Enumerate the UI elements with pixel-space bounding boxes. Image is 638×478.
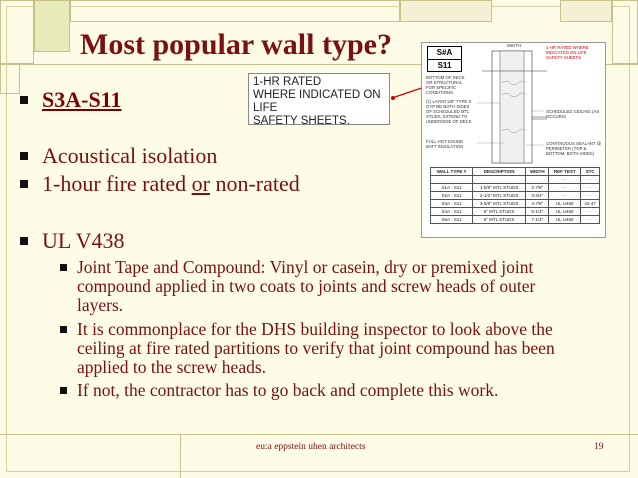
deco-line-bottom: [0, 434, 638, 435]
deco-square-topleft: [0, 0, 34, 64]
table-row: [431, 216, 600, 224]
table-cell: 42-47: [581, 200, 600, 208]
table-cell: S1A - S11: [431, 184, 473, 192]
bullet-square-icon: [60, 264, 67, 271]
table-cell: 3-3/4": [526, 192, 549, 200]
deco-square-topright: [560, 0, 612, 22]
deco-square-top1: [70, 0, 400, 22]
bullet-text: [42, 172, 300, 196]
bullet-text-part: 1-hour fire rated: [42, 171, 192, 196]
table-cell: UL U465: [549, 216, 581, 224]
table-cell: 6" MTL STUDS: [472, 208, 526, 216]
table-row: [431, 200, 600, 208]
table-cell: 6" MTL STUDS: [472, 216, 526, 224]
bullet-underlined-word: or: [191, 171, 210, 196]
wall-section-lines: [422, 43, 606, 167]
bullet-fire-rating: [20, 172, 300, 196]
table-cell: 4-7/8": [526, 200, 549, 208]
deco-square-green: [34, 0, 70, 52]
table-cell: 2-1/2" MTL STUDS: [472, 192, 526, 200]
bullet-acoustical: [20, 144, 217, 168]
slide-title: Most popular wall type?: [80, 28, 392, 61]
sub-bullet-text: Joint Tape and Compound: Vinyl or casein, dry or premixed joint compound applied in two coats to joints and screw heads of outer layers.: [77, 257, 536, 315]
bullet-square-icon: [20, 152, 28, 160]
table-cell: -: [549, 176, 581, 184]
table-cell: 2-7/8": [526, 184, 549, 192]
table-header: DESCRIPTION: [472, 168, 526, 176]
table-cell: -: [549, 192, 581, 200]
bullet-square-icon: [20, 96, 28, 104]
bullet-text: Acoustical isolation: [42, 143, 218, 168]
table-cell: -: [581, 208, 600, 216]
wall-tag-type: S#A: [436, 48, 453, 57]
table-cell: 3-5/8" MTL STUDS: [472, 200, 526, 208]
bullet-square-icon: [20, 237, 28, 245]
bullet-square-icon: [60, 387, 67, 394]
table-cell: 1-5/8" MTL STUDS: [472, 184, 526, 192]
table-row: [431, 208, 600, 216]
wall-type-table: [430, 167, 600, 224]
note-gyp-layer: (1) LAYER 5/8" TYPE X GYP BD BOTH SIDES OF SCHEDULED MTL STUDS, EXTEND TO UNDERSIDE OF DECK: [426, 99, 472, 124]
table-cell: 5-1/4": [526, 208, 549, 216]
wall-type-link[interactable]: S3A-S11: [42, 87, 122, 112]
callout-line: 1-HR RATED: [253, 76, 322, 88]
sub-bullet-inspector: [60, 320, 577, 377]
table-cell: [526, 176, 549, 184]
table-cell: -: [549, 184, 581, 192]
deco-line-footer: [180, 434, 181, 478]
table-cell: -: [581, 176, 600, 184]
bullet-square-icon: [20, 180, 28, 188]
table-cell: [472, 176, 526, 184]
wall-section-drawing: [421, 42, 606, 238]
bullet-ul: [20, 229, 125, 253]
table-cell: S4A - S11: [431, 208, 473, 216]
table-cell: S2A - S11: [431, 192, 473, 200]
callout-line: SAFETY SHEETS.: [253, 115, 350, 127]
table-cell: UL U465: [549, 208, 581, 216]
sub-bullet-joint-tape: [60, 258, 577, 315]
table-row: [431, 176, 600, 184]
deco-square-leftmid: [0, 64, 20, 94]
note-1hr: 1-HR RATED WHERE INDICATED ON LIFE SAFETY SHEETS: [546, 45, 589, 60]
table-header: REF TEST: [549, 168, 581, 176]
footer-company: eu:a eppstein uhen architects: [256, 442, 366, 452]
bullet-square-icon: [60, 326, 67, 333]
width-label: WIDTH: [507, 43, 522, 48]
wall-tag-ref: S11: [428, 59, 461, 72]
table-header-row: [431, 168, 600, 176]
note-batt: FULL HGT SOUND BATT INSULATION: [426, 139, 464, 149]
table-header: WIDTH: [526, 168, 549, 176]
bullet-text: UL V438: [42, 228, 125, 253]
deco-square-right: [612, 0, 638, 64]
table-cell: -: [581, 216, 600, 224]
table-cell: UL U465: [549, 200, 581, 208]
sub-bullet-text: It is commonplace for the DHS building inspector to look above the ceiling at fire rated partitions to verify that joint compound has been applied to the screw heads.: [77, 319, 555, 377]
sub-bullet-text: If not, the contractor has to go back and complete this work.: [77, 380, 499, 400]
note-sealant: CONTINUOUS SEALANT @ PERIMETER (TOP & BOTTOM, BOTH SIDES): [546, 141, 602, 156]
table-header: WALL TYPE #: [431, 168, 473, 176]
callout-line: WHERE INDICATED ON LIFE: [253, 89, 381, 114]
deco-square-top2: [400, 0, 492, 22]
table-row: [431, 192, 600, 200]
sub-bullet-contractor: [60, 381, 577, 400]
note-bottom-deck: BOTTOM OF DECK OR STRUCTURAL FOR SPECIFIC CONDITIONS: [426, 75, 465, 95]
table-cell: S3A - S11: [431, 200, 473, 208]
table-cell: 7-1/4": [526, 216, 549, 224]
table-cell: -: [581, 192, 600, 200]
footer-page-number: 19: [594, 442, 604, 452]
table-cell: S6A - S11: [431, 216, 473, 224]
table-header: STC: [581, 168, 600, 176]
bullet-wall-type: [20, 88, 121, 112]
table-row: [431, 184, 600, 192]
bullet-text-part: non-rated: [209, 171, 300, 196]
fire-rating-callout: [248, 73, 390, 125]
table-cell: [431, 176, 473, 184]
table-cell: -: [581, 184, 600, 192]
note-ceiling: SCHEDULED CEILING (AS OCCURS): [546, 109, 600, 119]
